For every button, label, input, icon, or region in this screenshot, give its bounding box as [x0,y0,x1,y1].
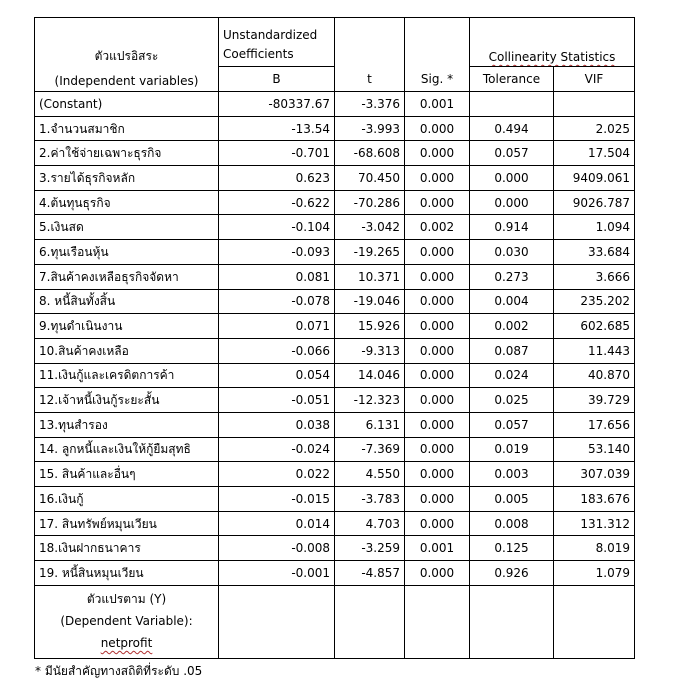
independent-variables-header [35,18,219,92]
b-value-cell: -0.008 [219,536,335,561]
variable-name-cell: 9.ทุนดำเนินงาน [35,314,219,339]
variable-name-cell: 3.รายได้ธุรกิจหลัก [35,166,219,191]
t-value-cell: 4.550 [335,462,405,487]
vif-value-cell: 235.202 [554,289,635,314]
table-row [35,487,635,512]
b-value-cell: 0.054 [219,363,335,388]
t-value-cell: -68.608 [335,141,405,166]
vif-value-cell: 9409.061 [554,166,635,191]
tolerance-value-cell: 0.125 [470,536,554,561]
t-value-cell: -3.376 [335,92,405,117]
coefficients-header [219,42,335,67]
sig-value-cell: 0.000 [405,412,470,437]
unstandardized-header [219,18,335,43]
sig-value-cell: 0.000 [405,264,470,289]
tolerance-value-cell: 0.024 [470,363,554,388]
sig-value-cell: 0.000 [405,166,470,191]
b-value-cell: -0.622 [219,190,335,215]
sig-value-cell: 0.000 [405,363,470,388]
t-value-cell: -4.857 [335,561,405,586]
variable-name-cell: 13.ทุนสำรอง [35,412,219,437]
vif-value-cell: 3.666 [554,264,635,289]
table-row [35,264,635,289]
variable-name-cell: 2.ค่าใช้จ่ายเฉพาะธุรกิจ [35,141,219,166]
t-value-cell: -12.323 [335,388,405,413]
sig-value-cell: 0.000 [405,388,470,413]
b-value-cell: 0.071 [219,314,335,339]
table-row [35,190,635,215]
sig-value-cell: 0.000 [405,437,470,462]
sig-value-cell: 0.000 [405,240,470,265]
t-value-cell: -3.783 [335,487,405,512]
t-value-cell: -9.313 [335,338,405,363]
variable-name-cell: 18.เงินฝากธนาคาร [35,536,219,561]
empty-cell [405,585,470,658]
tolerance-value-cell: 0.003 [470,462,554,487]
collinearity-header [470,18,635,67]
t-header-blank [335,18,405,67]
b-value-cell: 0.038 [219,412,335,437]
vif-value-cell: 131.312 [554,511,635,536]
t-value-cell: 6.131 [335,412,405,437]
variable-name-cell: 1.จำนวนสมาชิก [35,116,219,141]
table-row [35,338,635,363]
table-row [35,116,635,141]
table-row [35,92,635,117]
b-value-cell: -0.078 [219,289,335,314]
variable-name-cell: (Constant) [35,92,219,117]
b-value-cell: -0.015 [219,487,335,512]
variable-name-cell: 15. สินค้าและอื่นๆ [35,462,219,487]
sig-value-cell: 0.000 [405,462,470,487]
sig-value-cell: 0.000 [405,314,470,339]
t-value-cell: 10.371 [335,264,405,289]
t-value-cell: -19.265 [335,240,405,265]
table-row [35,215,635,240]
tolerance-value-cell: 0.914 [470,215,554,240]
t-value-cell: -3.993 [335,116,405,141]
tolerance-value-cell: 0.273 [470,264,554,289]
empty-cell [554,585,635,658]
sig-value-cell: 0.000 [405,561,470,586]
dependent-variable-cell [35,585,219,658]
empty-cell [335,585,405,658]
variable-name-cell: 17. สินทรัพย์หมุนเวียน [35,511,219,536]
variable-name-cell: 11.เงินกู้และเครดิตการค้า [35,363,219,388]
variable-name-cell: 5.เงินสด [35,215,219,240]
b-value-cell: -13.54 [219,116,335,141]
tolerance-value-cell: 0.057 [470,141,554,166]
empty-cell [470,585,554,658]
vif-value-cell: 33.684 [554,240,635,265]
sig-value-cell: 0.000 [405,289,470,314]
tolerance-value-cell: 0.005 [470,487,554,512]
variable-name-cell: 14. ลูกหนี้และเงินให้กู้ยืมสุทธิ [35,437,219,462]
t-value-cell: -3.259 [335,536,405,561]
header-row-1 [35,18,635,43]
b-value-cell: -0.093 [219,240,335,265]
sig-value-cell: 0.002 [405,215,470,240]
table-row [35,141,635,166]
variable-name-cell: 16.เงินกู้ [35,487,219,512]
sig-header-blank [405,18,470,67]
regression-table [34,17,635,659]
unstandardized-label: Unstandardized [223,28,318,42]
b-value-cell: -0.051 [219,388,335,413]
variable-name-cell: 4.ต้นทุนธุรกิจ [35,190,219,215]
vif-value-cell: 9026.787 [554,190,635,215]
col-vif-header: VIF [554,67,635,92]
t-value-cell: -70.286 [335,190,405,215]
col-tolerance-header: Tolerance [470,67,554,92]
b-value-cell: 0.014 [219,511,335,536]
vif-value-cell: 1.094 [554,215,635,240]
dependent-var-name: netprofit [100,635,153,650]
vif-value-cell: 602.685 [554,314,635,339]
sig-value-cell: 0.000 [405,190,470,215]
tolerance-value-cell: 0.025 [470,388,554,413]
sig-value-cell: 0.000 [405,338,470,363]
table-row [35,388,635,413]
tolerance-value-cell: 0.087 [470,338,554,363]
variable-name-cell: 7.สินค้าคงเหลือธุรกิจจัดหา [35,264,219,289]
vif-value-cell: 17.504 [554,141,635,166]
tolerance-value-cell: 0.057 [470,412,554,437]
vif-value-cell: 2.025 [554,116,635,141]
footnote: * มีนัยสำคัญทางสถิติที่ระดับ .05 [35,664,203,678]
variable-name-cell: 6.ทุนเรือนหุ้น [35,240,219,265]
vif-value-cell: 1.079 [554,561,635,586]
variable-name-cell: 12.เจ้าหนี้เงินกู้ระยะสั้น [35,388,219,413]
var-label-en: (Independent variables) [54,74,199,88]
b-value-cell: -0.024 [219,437,335,462]
b-value-cell: -0.104 [219,215,335,240]
col-b-header: B [219,67,335,92]
table-row [35,437,635,462]
t-value-cell: -19.046 [335,289,405,314]
table-row [35,363,635,388]
vif-value-cell: 307.039 [554,462,635,487]
table-row [35,462,635,487]
table-row [35,412,635,437]
table-row [35,536,635,561]
vif-value-cell: 17.656 [554,412,635,437]
tolerance-value-cell: 0.494 [470,116,554,141]
t-value-cell: -3.042 [335,215,405,240]
t-value-cell: 70.450 [335,166,405,191]
tolerance-value-cell: 0.004 [470,289,554,314]
vif-value-cell [554,92,635,117]
table-row [35,166,635,191]
vif-value-cell: 11.443 [554,338,635,363]
dependent-label-en: (Dependent Variable): [60,613,193,628]
table-row [35,511,635,536]
dependent-label-th: ตัวแปรตาม (Y) [86,591,167,606]
col-t-header: t [335,67,405,92]
vif-value-cell: 8.019 [554,536,635,561]
t-value-cell: 14.046 [335,363,405,388]
sig-value-cell: 0.000 [405,511,470,536]
vif-value-cell: 39.729 [554,388,635,413]
coefficients-label: Coefficients [223,47,294,61]
empty-cell [219,585,335,658]
tolerance-value-cell: 0.926 [470,561,554,586]
collinearity-label: Collinearity Statistics [488,50,616,64]
b-value-cell: 0.623 [219,166,335,191]
b-value-cell: -0.066 [219,338,335,363]
b-value-cell: 0.022 [219,462,335,487]
tolerance-value-cell: 0.019 [470,437,554,462]
dependent-variable-row [35,585,635,658]
var-label-th: ตัวแปรอิสระ [94,49,159,63]
vif-value-cell: 40.870 [554,363,635,388]
tolerance-value-cell: 0.002 [470,314,554,339]
table-row [35,289,635,314]
b-value-cell: -80337.67 [219,92,335,117]
tolerance-value-cell: 0.030 [470,240,554,265]
sig-value-cell: 0.001 [405,536,470,561]
variable-name-cell: 10.สินค้าคงเหลือ [35,338,219,363]
variable-name-cell: 8. หนี้สินทั้งสิ้น [35,289,219,314]
tolerance-value-cell: 0.000 [470,190,554,215]
table-row [35,240,635,265]
sig-value-cell: 0.000 [405,141,470,166]
tolerance-value-cell: 0.000 [470,166,554,191]
variable-name-cell: 19. หนี้สินหมุนเวียน [35,561,219,586]
sig-value-cell: 0.000 [405,116,470,141]
col-sig-header: Sig. * [405,67,470,92]
sig-value-cell: 0.001 [405,92,470,117]
table-row [35,314,635,339]
t-value-cell: 15.926 [335,314,405,339]
b-value-cell: 0.081 [219,264,335,289]
b-value-cell: -0.001 [219,561,335,586]
table-row [35,561,635,586]
b-value-cell: -0.701 [219,141,335,166]
tolerance-value-cell [470,92,554,117]
t-value-cell: -7.369 [335,437,405,462]
t-value-cell: 4.703 [335,511,405,536]
tolerance-value-cell: 0.008 [470,511,554,536]
vif-value-cell: 183.676 [554,487,635,512]
sig-value-cell: 0.000 [405,487,470,512]
vif-value-cell: 53.140 [554,437,635,462]
